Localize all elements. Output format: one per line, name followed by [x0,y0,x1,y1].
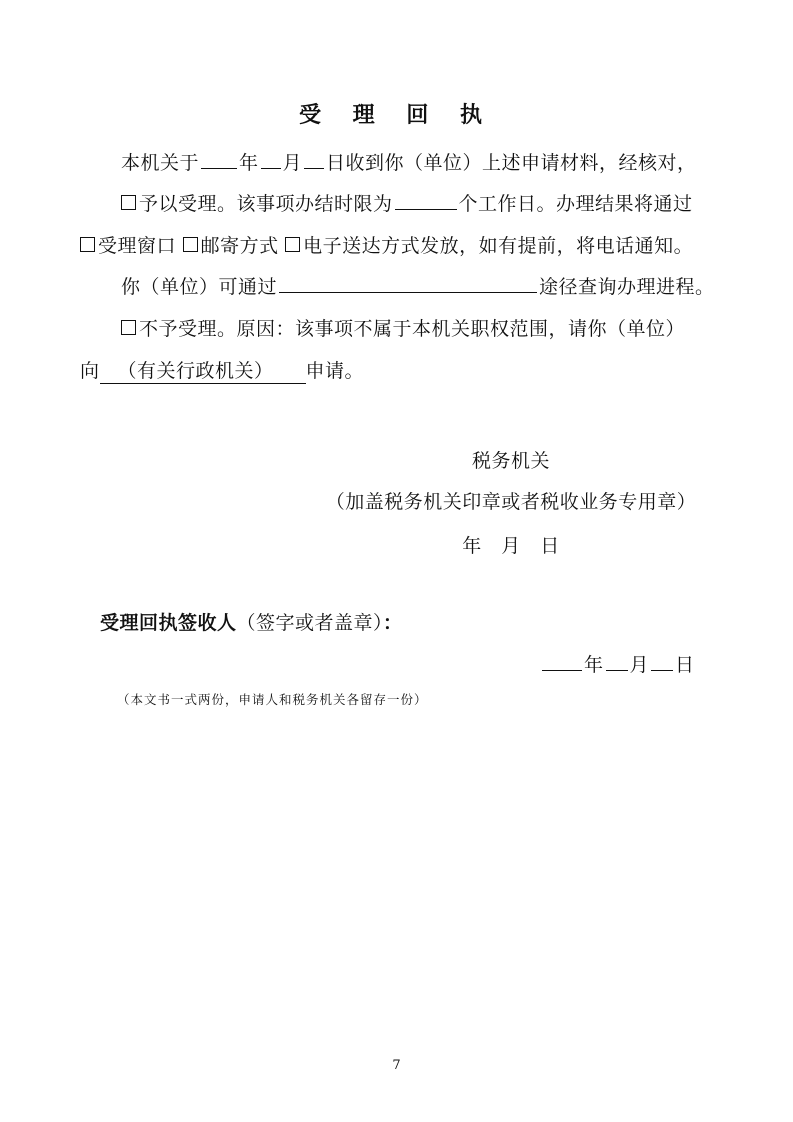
receiver-month-blank[interactable] [606,651,628,671]
reject-line [121,314,685,341]
year-label: 年 [239,152,259,174]
receipt-prefix: 本机关于 [121,152,200,174]
receiver-line [100,608,403,635]
month-label: 月 [282,152,303,174]
window-label: 受理窗口 [98,235,177,257]
delivery-line [80,231,693,258]
electronic-label: 电子送达方式发放，如有提前，将电话通知。 [303,235,694,257]
query-line [121,272,715,299]
agency-field[interactable]: （有关行政机关） [100,356,306,384]
receiver-year-blank[interactable] [542,651,582,671]
month-blank[interactable] [261,149,281,169]
accept-line [121,189,693,216]
apply-line [80,356,364,384]
receiver-date-line [540,650,695,677]
receiver-label: 受理回执签收人 [100,612,237,634]
mail-label: 邮寄方式 [200,235,279,257]
year-blank[interactable] [201,149,237,169]
electronic-checkbox[interactable] [285,237,300,252]
receipt-date-line [121,148,697,175]
accept-text-2: 个工作日。办理结果将通过 [458,193,693,215]
document-title: 受 理 回 执 [299,102,494,128]
receipt-suffix: 日收到你（单位）上述申请材料，经核对， [326,152,697,174]
apply-prefix: 向 [80,360,100,382]
receiver-note: （签字或者盖章） [236,612,384,634]
seal-note: （加盖税务机关印章或者税收业务专用章） [325,491,697,513]
receiver-day-blank[interactable] [651,651,673,671]
apply-suffix: 申请。 [305,360,365,382]
page-number: 7 [392,1058,401,1073]
receiver-colon: ： [383,612,403,634]
query-prefix: 你（单位）可通过 [121,276,278,298]
deadline-days-blank[interactable] [395,190,457,210]
sign-date: 年 月 日 [462,535,560,557]
accept-checkbox[interactable] [121,195,136,210]
receiver-day-label: 日 [675,654,695,676]
reject-checkbox[interactable] [121,320,136,335]
accept-text: 予以受理。该事项办结时限为 [139,193,393,215]
reject-text: 不予受理。原因：该事项不属于本机关职权范围，请你（单位） [139,318,686,340]
day-blank[interactable] [304,149,324,169]
query-channel-blank[interactable] [279,273,537,293]
tax-authority: 税务机关 [471,450,550,472]
window-checkbox[interactable] [80,237,95,252]
footnote: （本文书一式两份，申请人和税务机关各留存一份） [117,692,428,707]
mail-checkbox[interactable] [183,237,198,252]
receiver-year-label: 年 [584,654,604,676]
query-suffix: 途径查询办理进程。 [539,276,715,298]
receiver-month-label: 月 [629,654,650,676]
